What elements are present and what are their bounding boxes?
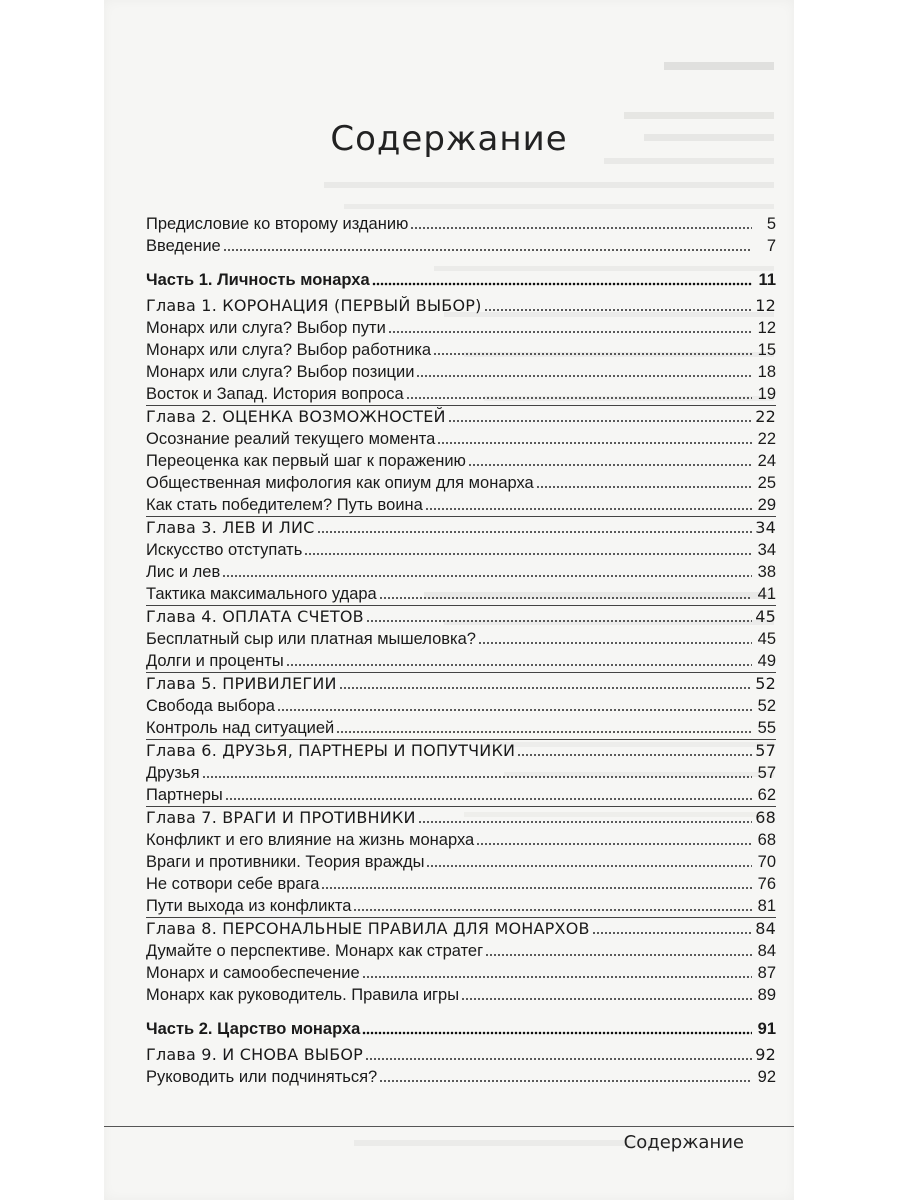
toc-section-entry <box>146 494 776 516</box>
dot-leader <box>418 820 752 824</box>
toc-page-number: 11 <box>758 271 776 289</box>
toc-section-entry <box>146 650 776 672</box>
toc-section-entry <box>146 561 776 583</box>
toc-entry-title: Тактика максимального удара <box>146 585 377 603</box>
toc-page-number: 22 <box>757 430 776 448</box>
toc-page-number: 41 <box>757 585 776 603</box>
toc-entry-title: Не сотвори себе врага <box>146 875 320 893</box>
toc-entry-title: Глава 4. ОПЛАТА СЧЕТОВ <box>146 607 364 626</box>
toc-entry-title: Часть 1. Личность монарха <box>146 271 370 289</box>
dot-leader <box>225 797 752 801</box>
dot-leader <box>304 552 752 556</box>
toc-section-entry <box>146 539 776 561</box>
toc-section-entry <box>146 428 776 450</box>
toc-section-entry <box>146 940 776 962</box>
dot-leader <box>353 908 752 912</box>
dot-leader <box>536 485 752 489</box>
toc-section-entry <box>146 984 776 1006</box>
dot-leader <box>339 686 752 690</box>
toc-entry-title: Глава 7. ВРАГИ И ПРОТИВНИКИ <box>146 808 416 827</box>
toc-entry-title: Осознание реалий текущего момента <box>146 430 436 448</box>
toc-entry-title: Лис и лев <box>146 563 221 581</box>
toc-entry-title: Восток и Запад. История вопроса <box>146 385 404 403</box>
toc-page-number: 12 <box>757 319 776 337</box>
toc-entry-title: Враги и противники. Теория вражды <box>146 853 425 871</box>
dot-leader <box>372 282 752 286</box>
toc-section-entry <box>146 851 776 873</box>
toc-chapter-entry <box>146 739 776 762</box>
dot-leader <box>379 596 752 600</box>
toc-section-entry <box>146 339 776 361</box>
toc-page-number: 29 <box>757 496 776 514</box>
toc-entry-title: Долги и проценты <box>146 652 284 670</box>
toc-page-number: 87 <box>757 964 776 982</box>
dot-leader <box>362 975 752 979</box>
toc-entry-title: Глава 5. ПРИВИЛЕГИИ <box>146 674 337 693</box>
dot-leader <box>406 396 752 400</box>
toc-entry-title: Монарх или слуга? Выбор позиции <box>146 363 415 381</box>
toc-entry-title: Глава 9. И СНОВА ВЫБОР <box>146 1045 364 1064</box>
toc-page-number: 22 <box>755 407 776 426</box>
dot-leader <box>484 308 752 312</box>
dot-leader <box>277 708 752 712</box>
toc-page-number: 76 <box>757 875 776 893</box>
toc-entry-title: Свобода выбора <box>146 697 275 715</box>
toc-page-number: 38 <box>757 563 776 581</box>
toc-section-entry <box>146 628 776 650</box>
toc-entry-title: Думайте о перспективе. Монарх как стратег <box>146 942 484 960</box>
toc-entry-title: Часть 2. Царство монарха <box>146 1020 361 1038</box>
dot-leader <box>437 441 752 445</box>
dot-leader <box>478 641 752 645</box>
toc-section-entry <box>146 213 776 235</box>
toc-chapter-entry <box>146 516 776 539</box>
page-title: Содержание <box>330 118 568 159</box>
toc-section-entry <box>146 695 776 717</box>
dot-leader <box>366 619 752 623</box>
dot-leader <box>426 864 752 868</box>
dot-leader <box>476 842 752 846</box>
toc-entry-title: Глава 3. ЛЕВ И ЛИС <box>146 518 315 537</box>
dot-leader <box>317 530 753 534</box>
toc-entry-title: Предисловие ко второму изданию <box>146 215 409 233</box>
toc-chapter-entry <box>146 1044 776 1066</box>
toc-section-entry <box>146 784 776 806</box>
toc-chapter-entry <box>146 917 776 940</box>
toc-chapter-entry <box>146 605 776 628</box>
toc-page-number: 15 <box>757 341 776 359</box>
toc-page-number: 92 <box>755 1045 776 1064</box>
toc-page-number: 57 <box>757 764 776 782</box>
dot-leader <box>416 374 752 378</box>
dot-leader <box>362 1031 752 1035</box>
toc-entry-title: Как стать победителем? Путь воина <box>146 496 423 514</box>
toc-page-number: 81 <box>757 897 776 915</box>
toc-entry-title: Общественная мифология как опиум для монарха <box>146 474 534 492</box>
toc-page-number: 12 <box>755 296 776 315</box>
toc-part-entry <box>146 269 776 291</box>
toc-entry-title: Монарх как руководитель. Правила игры <box>146 986 460 1004</box>
toc-page-number: 70 <box>757 853 776 871</box>
dot-leader <box>365 1057 752 1061</box>
toc-section-entry <box>146 450 776 472</box>
dot-leader <box>202 775 752 779</box>
toc-section-entry <box>146 583 776 605</box>
toc-entry-title: Введение <box>146 237 221 255</box>
toc-page-number: 24 <box>757 452 776 470</box>
toc-entry-title: Глава 2. ОЦЕНКА ВОЗМОЖНОСТЕЙ <box>146 407 446 426</box>
dot-leader <box>222 574 752 578</box>
dot-leader <box>433 352 752 356</box>
toc-entry-title: Пути выхода из конфликта <box>146 897 352 915</box>
dot-leader <box>388 330 752 334</box>
dot-leader <box>485 953 752 957</box>
toc-section-entry <box>146 235 776 257</box>
toc-page-number: 45 <box>755 607 776 626</box>
toc-page-number: 5 <box>766 215 776 233</box>
toc-section-entry <box>146 472 776 494</box>
dot-leader <box>592 931 752 935</box>
running-footer: Содержание <box>623 1132 744 1153</box>
toc-page-number: 49 <box>757 652 776 670</box>
toc-page-number: 84 <box>755 919 776 938</box>
toc-entry-title: Монарх или слуга? Выбор работника <box>146 341 432 359</box>
toc-entry-title: Друзья <box>146 764 200 782</box>
toc-page-number: 92 <box>757 1068 776 1086</box>
toc-page-number: 68 <box>757 831 776 849</box>
dot-leader <box>223 248 752 252</box>
toc-entry-title: Партнеры <box>146 786 223 804</box>
dot-leader <box>410 226 752 230</box>
toc-chapter-entry <box>146 295 776 317</box>
toc-entry-title: Глава 8. ПЕРСОНАЛЬНЫЕ ПРАВИЛА ДЛЯ МОНАРХОВ <box>146 919 590 938</box>
toc-section-entry <box>146 873 776 895</box>
toc-entry-title: Руководить или подчиняться? <box>146 1068 378 1086</box>
toc-page-number: 89 <box>757 986 776 1004</box>
toc-section-entry <box>146 383 776 405</box>
toc-entry-title: Бесплатный сыр или платная мышеловка? <box>146 630 476 648</box>
toc-page-number: 18 <box>757 363 776 381</box>
toc-page-number: 52 <box>755 674 776 693</box>
dot-leader <box>321 886 752 890</box>
toc-chapter-entry <box>146 806 776 829</box>
toc-page-number: 34 <box>757 541 776 559</box>
toc-part-entry <box>146 1018 776 1040</box>
toc-section-entry <box>146 361 776 383</box>
toc-page-number: 57 <box>755 741 776 760</box>
toc-page-number: 84 <box>757 942 776 960</box>
toc-chapter-entry <box>146 672 776 695</box>
toc-entry-title: Искусство отступать <box>146 541 303 559</box>
toc-entry-title: Глава 6. ДРУЗЬЯ, ПАРТНЕРЫ И ПОПУТЧИКИ <box>146 741 516 760</box>
dot-leader <box>336 730 752 734</box>
toc-entry-title: Контроль над ситуацией <box>146 719 335 737</box>
toc-chapter-entry <box>146 405 776 428</box>
table-of-contents <box>146 213 776 1088</box>
dot-leader <box>286 663 752 667</box>
toc-section-entry <box>146 962 776 984</box>
dot-leader <box>425 507 752 511</box>
toc-section-entry <box>146 1066 776 1088</box>
footer-divider <box>104 1126 794 1127</box>
toc-page-number: 91 <box>757 1020 776 1038</box>
dot-leader <box>448 419 752 423</box>
toc-page-number: 55 <box>757 719 776 737</box>
toc-page-number: 52 <box>757 697 776 715</box>
dot-leader <box>517 753 752 757</box>
toc-entry-title: Конфликт и его влияние на жизнь монарха <box>146 831 475 849</box>
toc-section-entry <box>146 317 776 339</box>
toc-page-number: 45 <box>757 630 776 648</box>
toc-entry-title: Монарх или слуга? Выбор пути <box>146 319 386 337</box>
toc-section-entry <box>146 829 776 851</box>
book-page <box>104 0 794 1200</box>
toc-page-number: 62 <box>757 786 776 804</box>
toc-entry-title: Глава 1. КОРОНАЦИЯ (ПЕРВЫЙ ВЫБОР) <box>146 296 482 315</box>
toc-section-entry <box>146 762 776 784</box>
toc-page-number: 19 <box>757 385 776 403</box>
toc-spacer <box>146 257 776 269</box>
dot-leader <box>468 463 752 467</box>
toc-page-number: 68 <box>755 808 776 827</box>
toc-page-number: 34 <box>755 518 776 537</box>
dot-leader <box>461 997 752 1001</box>
toc-section-entry <box>146 895 776 917</box>
toc-spacer <box>146 1006 776 1018</box>
dot-leader <box>379 1079 752 1083</box>
toc-page-number: 7 <box>766 237 776 255</box>
toc-entry-title: Переоценка как первый шаг к поражению <box>146 452 466 470</box>
toc-page-number: 25 <box>757 474 776 492</box>
toc-entry-title: Монарх и самообеспечение <box>146 964 360 982</box>
toc-section-entry <box>146 717 776 739</box>
